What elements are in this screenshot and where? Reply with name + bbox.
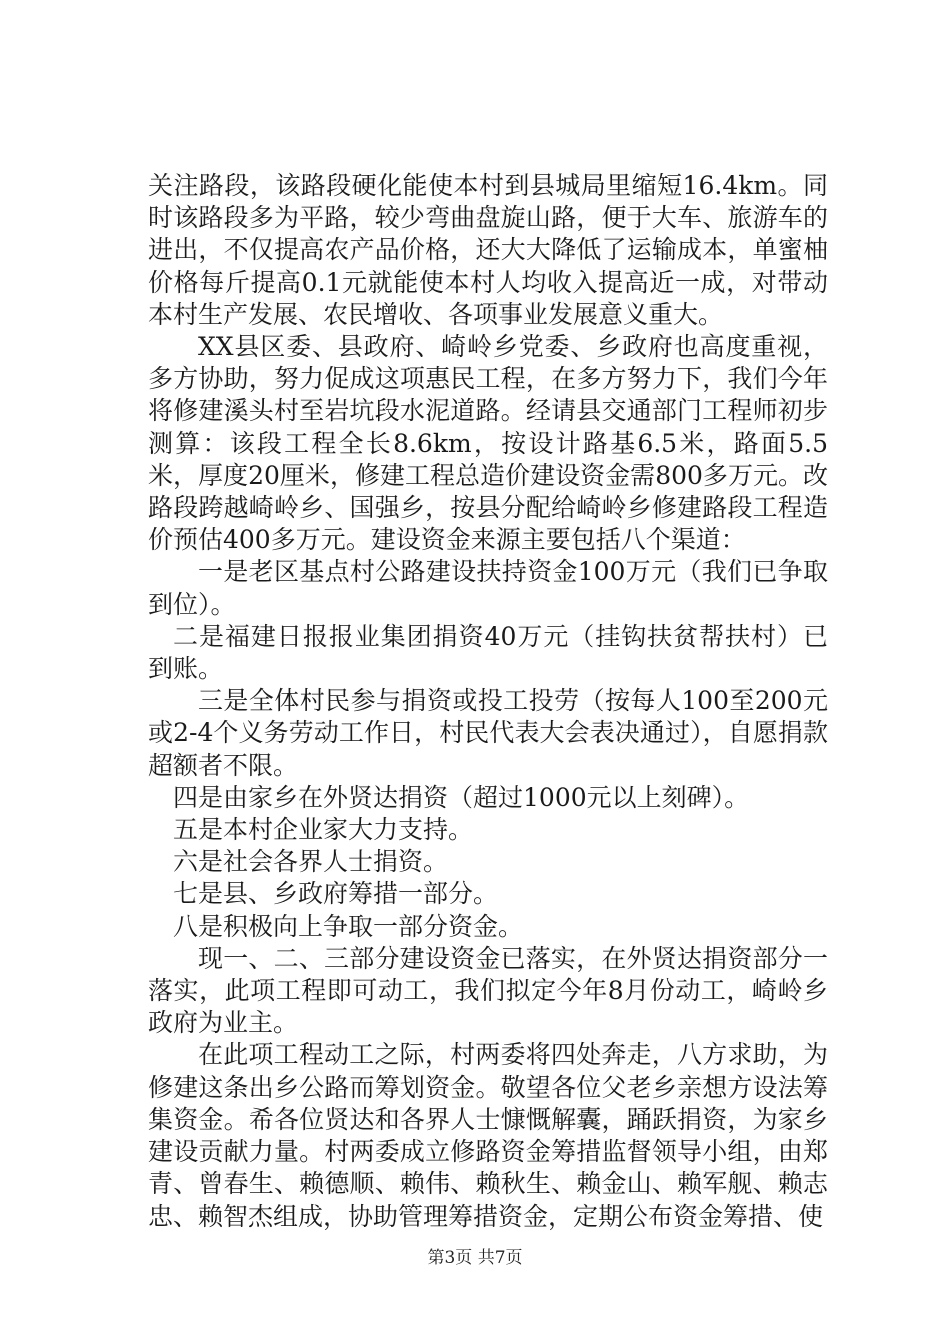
paragraph-funding-source-8: 八是积极向上争取一部分资金。 [173,911,524,941]
page-footer [0,1243,950,1268]
paragraph-funding-source-7: 七是县、乡政府筹措一部分。 [173,879,499,909]
page-number: 第3页 [427,1248,473,1268]
paragraph-fundraising-appeal: 在此项工程动工之际，村两委将四处奔走，八方求助，为修建这条出乡公路而筹划资金。敬望各位父老乡亲想方设法筹集资金。希各位贤达和各界人士慷慨解囊，踊跃捐资，为家乡建设贡献力量。村两委成立修路资金筹措监督领导小组，由郑青、曾春生、赖德顺、赖伟、赖秋生、赖金山、赖军舰、赖志忠、赖智杰组成，协助管理筹措资金，定期公布资金筹措、使 [148,1040,828,1231]
document-body [148,170,828,1233]
paragraph-road-benefits: 关注路段，该路段硬化能使本村到县城局里缩短16.4km。同时该路段多为平路，较少弯曲盘旋山路，便于大车、旅游车的进出，不仅提高农产品价格，还大大降低了运输成本，单蜜柚价格每斤提高0.1元就能使本村人均收入提高近一成，对带动本村生产发展、农民增收、各项事业发展意义重大。 [148,171,828,329]
paragraph-funding-source-2: 二是福建日报报业集团捐资40万元（挂钩扶贫帮扶村）已到账。 [148,621,828,684]
paragraph-construction-start: 现一、二、三部分建设资金已落实，在外贤达捐资部分一落实，此项工程即可动工，我们拟定今年8月份动工，崎岭乡政府为业主。 [148,943,828,1038]
paragraph-funding-source-5: 五是本村企业家大力支持。 [173,815,474,845]
paragraph-government-support: XX县区委、县政府、崎岭乡党委、乡政府也高度重视，多方协助，努力促成这项惠民工程，在多方努力下，我们今年将修建溪头村至岩坑段水泥道路。经请县交通部门工程师初步测算：该段工程全长8.6km，按设计路基6.5米，路面5.5米，厚度20厘米，修建工程总造价建设资金需800多万元。改路段跨越崎岭乡、国强乡，按县分配给崎岭乡修建路段工程造价预估400多万元。建设资金来源主要包括八个渠道： [148,332,828,555]
paragraph-funding-source-4: 四是由家乡在外贤达捐资（超过1000元以上刻碑）。 [173,782,750,812]
paragraph-funding-source-3: 三是全体村民参与捐资或投工投劳（按每人100至200元或2-4个义务劳动工作日，村民代表大会表决通过），自愿捐款超额者不限。 [148,686,828,780]
paragraph-funding-source-6: 六是社会各界人士捐资。 [173,847,449,877]
page-total: 共7页 [477,1248,523,1268]
paragraph-funding-source-1: 一是老区基点村公路建设扶持资金100万元（我们已争取到位）。 [148,557,828,619]
